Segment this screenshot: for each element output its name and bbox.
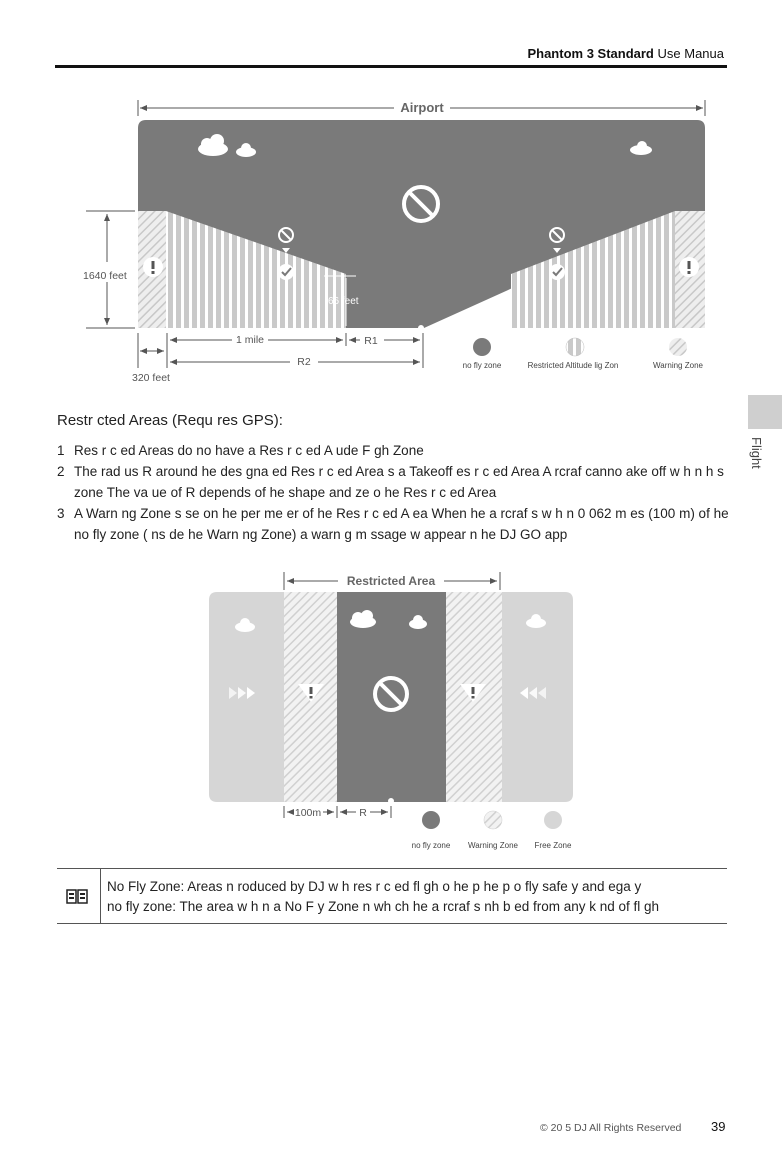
- side-tab-label: [748, 437, 768, 497]
- list-item: [57, 503, 729, 545]
- legend-free-swatch: [544, 811, 562, 829]
- list-item-number: 2: [57, 464, 65, 479]
- airport-title: Airport: [400, 100, 444, 115]
- legend-warning-label: Warning Zone: [468, 841, 518, 850]
- page-number: 39: [711, 1119, 726, 1134]
- note-box: [57, 868, 727, 924]
- note-text: [107, 877, 659, 917]
- dim-100m-label: 100m: [294, 807, 322, 819]
- list-item-text: A Warn ng Zone s se on he per me er of he Res r c ed A ea When he a rcraf s w h n 0 062 m es (100 m) of he no fly zone ( ns de he Warn ng Zone) a warn g m ssage w appear n he DJ GO app: [74, 506, 729, 542]
- footer-copyright: © 20 5 DJ All Rights Reserved: [540, 1122, 682, 1134]
- center-point: [388, 798, 394, 804]
- legend-no-fly-swatch: [422, 811, 440, 829]
- list-item: [57, 440, 729, 461]
- header-title-rest: Use Manua: [657, 46, 724, 61]
- legend-free-label: Free Zone: [534, 841, 572, 850]
- list-item: [57, 461, 729, 503]
- side-tab-label-text: Flight: [749, 437, 764, 469]
- list-item-number: 1: [57, 443, 65, 458]
- note-icon-cell: [57, 869, 101, 923]
- restricted-area-title: Restricted Area: [346, 574, 436, 588]
- list-item-number: 3: [57, 506, 65, 521]
- dim-r-label: R: [359, 807, 367, 819]
- dim-66-label: 66 feet: [328, 296, 359, 307]
- legend-no-fly-label: no fly zone: [411, 841, 451, 850]
- legend-no-fly-swatch: [473, 338, 491, 356]
- legend-no-fly-label: no fly zone: [462, 361, 502, 370]
- center-point: [418, 325, 424, 331]
- dim-1640-label: 1640 feet: [83, 270, 127, 282]
- note-line-1: No Fly Zone: Areas n roduced by DJ w h res r c ed fl gh o he p he p o fly safe y and ega y: [107, 879, 642, 894]
- restricted-areas-title: Restr cted Areas (Requ res GPS):: [57, 412, 283, 429]
- header-title-bold: Phantom 3 Standard: [527, 46, 654, 61]
- warning-icon-left: [143, 257, 163, 277]
- dim-1mile-label: 1 mile: [235, 334, 265, 346]
- legend-warning-label: Warning Zone: [653, 361, 703, 370]
- airport-diagram: [0, 0, 782, 400]
- dim-r1-label: R1: [364, 335, 378, 347]
- dim-320-label: 320 feet: [132, 372, 170, 384]
- legend-restricted-label: Restricted Altitude lig Zon: [527, 361, 619, 370]
- list-item-text: Res r c ed Areas do no have a Res r c ed A ude F gh Zone: [74, 443, 424, 458]
- side-tab: [748, 395, 782, 429]
- legend-restricted-swatch: [566, 338, 584, 356]
- warning-icon-right: [679, 257, 699, 277]
- list-item-text: The rad us R around he des gna ed Res r c ed Area s a Takeoff es r c ed Area A rcraf canno ake off w h n h s zone The va ue of R depends of he shape and ze o he Res r c ed Area: [74, 464, 724, 500]
- restricted-area-diagram: [0, 560, 782, 860]
- book-icon: [66, 889, 88, 905]
- dim-r2-label: R2: [297, 356, 311, 368]
- legend-warning-swatch: [484, 811, 502, 829]
- note-line-2: no fly zone: The area w h n a No F y Zone n wh ch he a rcraf s nh b ed from any k nd of fl gh: [107, 899, 660, 914]
- legend-warning-swatch: [669, 338, 687, 356]
- restricted-areas-list: [57, 440, 729, 545]
